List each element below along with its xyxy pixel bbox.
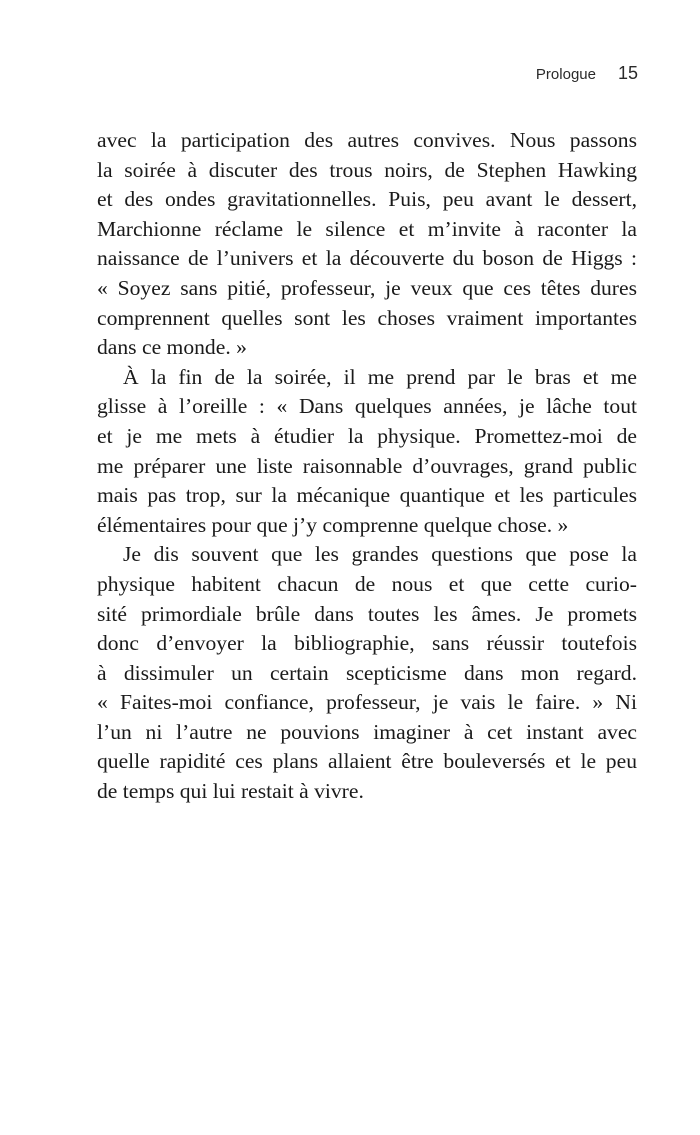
text-line: « Faites-moi confiance, professeur, je vais le faire. » Ni <box>97 690 637 715</box>
text-line: élémentaires pour que j’y comprenne quelque chose. » <box>97 512 569 537</box>
text-line: la soirée à discuter des trous noirs, de Stephen Hawking <box>97 157 637 182</box>
page-number: 15 <box>617 63 638 83</box>
text-line: donc d’envoyer la bibliographie, sans réussir toutefois <box>97 631 637 656</box>
paragraph-2 <box>97 363 637 541</box>
text-line: sité primordiale brûle dans toutes les âmes. Je promets <box>97 601 637 626</box>
text-line: me préparer une liste raisonnable d’ouvrages, grand public <box>97 453 637 478</box>
paragraph-3 <box>97 540 637 806</box>
text-line: « Soyez sans pitié, professeur, je veux que ces têtes dures <box>97 275 637 300</box>
text-line: mais pas trop, sur la mécanique quantique et les particules <box>97 483 637 508</box>
text-line: et des ondes gravitationnelles. Puis, peu avant le dessert, <box>97 187 637 212</box>
paragraph-1 <box>97 126 637 363</box>
section-title: Prologue <box>535 66 596 83</box>
text-line: naissance de l’univers et la découverte du boson de Higgs : <box>97 246 637 271</box>
text-line: Marchionne réclame le silence et m’invite à raconter la <box>97 216 637 241</box>
body-text <box>97 126 637 807</box>
text-line: et je me mets à étudier la physique. Promettez-moi de <box>97 423 637 448</box>
text-line: comprennent quelles sont les choses vraiment importantes <box>97 305 637 330</box>
text-line: l’un ni l’autre ne pouvions imaginer à cet instant avec <box>97 719 637 744</box>
text-line: dans ce monde. » <box>97 335 247 360</box>
text-line: de temps qui lui restait à vivre. <box>97 779 364 804</box>
text-line: quelle rapidité ces plans allaient être bouleversés et le peu <box>97 749 637 774</box>
text-line: Je dis souvent que les grandes questions que pose la <box>123 542 637 567</box>
text-line: glisse à l’oreille : « Dans quelques années, je lâche tout <box>97 394 637 419</box>
text-line: physique habitent chacun de nous et que cette curio- <box>97 571 637 596</box>
running-head <box>536 63 638 84</box>
text-line: avec la participation des autres convives. Nous passons <box>97 128 637 152</box>
text-line: À la fin de la soirée, il me prend par le bras et me <box>123 364 637 389</box>
text-line: à dissimuler un certain scepticisme dans mon regard. <box>97 660 637 685</box>
